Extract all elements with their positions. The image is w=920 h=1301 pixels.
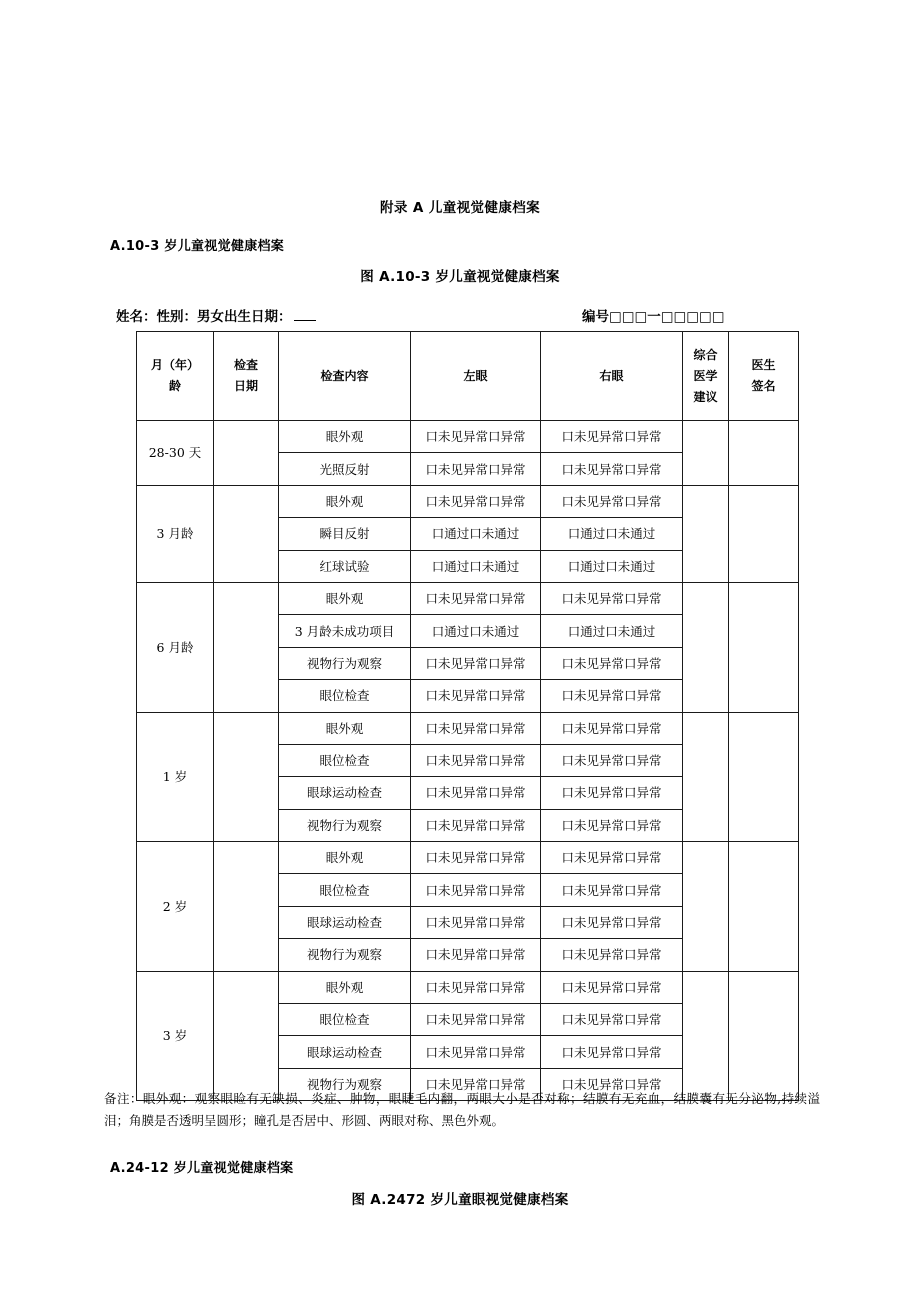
medical-advice-field[interactable] [683, 582, 729, 712]
right-eye-checkbox-options[interactable]: 口未见异常口异常 [541, 809, 683, 841]
table-header-row [137, 332, 799, 421]
right-eye-checkbox-options[interactable]: 口未见异常口异常 [541, 906, 683, 938]
col-header-age-line1: 月（年） [150, 358, 199, 372]
left-eye-checkbox-options[interactable]: 口未见异常口异常 [411, 842, 541, 874]
exam-item-label: 眼外观 [279, 712, 411, 744]
exam-item-label: 眼位检查 [279, 874, 411, 906]
left-eye-checkbox-options[interactable]: 口未见异常口异常 [411, 1004, 541, 1036]
right-eye-checkbox-options[interactable]: 口未见异常口异常 [541, 744, 683, 776]
col-header-exam-date [214, 332, 279, 421]
exam-item-label: 视物行为观察 [279, 1068, 411, 1100]
left-eye-checkbox-options[interactable]: 口未见异常口异常 [411, 906, 541, 938]
left-eye-checkbox-options[interactable]: 口未见异常口异常 [411, 485, 541, 517]
exam-item-label: 眼外观 [279, 421, 411, 453]
left-eye-checkbox-options[interactable]: 口未见异常口异常 [411, 809, 541, 841]
exam-date-field[interactable] [214, 485, 279, 582]
right-eye-checkbox-options[interactable]: 口未见异常口异常 [541, 1004, 683, 1036]
right-eye-checkbox-options[interactable]: 口通过口未通过 [541, 615, 683, 647]
table-row [137, 582, 799, 614]
right-eye-checkbox-options[interactable]: 口未见异常口异常 [541, 712, 683, 744]
age-group-label: 6 月龄 [137, 582, 214, 712]
exam-item-label: 眼外观 [279, 582, 411, 614]
left-eye-checkbox-options[interactable]: 口未见异常口异常 [411, 582, 541, 614]
col-header-date-line1: 检查 [233, 358, 258, 372]
age-group-label: 1 岁 [137, 712, 214, 842]
age-group-label: 2 岁 [137, 842, 214, 972]
right-eye-checkbox-options[interactable]: 口未见异常口异常 [541, 1036, 683, 1068]
left-eye-checkbox-options[interactable]: 口未见异常口异常 [411, 1036, 541, 1068]
record-number-boxes-prefix[interactable]: □□□ [609, 309, 648, 325]
identity-left-label: 姓名：性别：男女出生日期： [116, 309, 292, 325]
left-eye-checkbox-options[interactable]: 口未见异常口异常 [411, 453, 541, 485]
doctor-signature-field[interactable] [729, 971, 799, 1101]
exam-date-field[interactable] [214, 842, 279, 972]
table-row [137, 842, 799, 874]
record-number-group [582, 305, 725, 325]
exam-item-label: 视物行为观察 [279, 939, 411, 971]
exam-item-label: 红球试验 [279, 550, 411, 582]
right-eye-checkbox-options[interactable]: 口未见异常口异常 [541, 453, 683, 485]
left-eye-checkbox-options[interactable]: 口未见异常口异常 [411, 744, 541, 776]
col-header-exam-item: 检查内容 [279, 332, 411, 421]
left-eye-checkbox-options[interactable]: 口未见异常口异常 [411, 1068, 541, 1100]
right-eye-checkbox-options[interactable]: 口未见异常口异常 [541, 777, 683, 809]
doctor-signature-field[interactable] [729, 712, 799, 842]
right-eye-checkbox-options[interactable]: 口通过口未通过 [541, 550, 683, 582]
col-header-advice-line1: 综合 [693, 347, 718, 362]
exam-item-label: 眼球运动检查 [279, 906, 411, 938]
exam-date-field[interactable] [214, 971, 279, 1101]
left-eye-checkbox-options[interactable]: 口通过口未通过 [411, 550, 541, 582]
col-header-left-eye: 左眼 [411, 332, 541, 421]
section-heading-a10: A.10-3 岁儿童视觉健康档案 [110, 239, 285, 254]
age-group-label: 28-30 天 [137, 421, 214, 486]
left-eye-checkbox-options[interactable]: 口未见异常口异常 [411, 777, 541, 809]
exam-item-label: 眼位检查 [279, 680, 411, 712]
medical-advice-field[interactable] [683, 971, 729, 1101]
right-eye-checkbox-options[interactable]: 口通过口未通过 [541, 518, 683, 550]
left-eye-checkbox-options[interactable]: 口未见异常口异常 [411, 421, 541, 453]
left-eye-checkbox-options[interactable]: 口未见异常口异常 [411, 939, 541, 971]
right-eye-checkbox-options[interactable]: 口未见异常口异常 [541, 842, 683, 874]
exam-item-label: 视物行为观察 [279, 647, 411, 679]
medical-advice-field[interactable] [683, 485, 729, 582]
right-eye-checkbox-options[interactable]: 口未见异常口异常 [541, 874, 683, 906]
exam-item-label: 眼球运动检查 [279, 1036, 411, 1068]
exam-item-label: 瞬目反射 [279, 518, 411, 550]
page-title: 附录 A 儿童视觉健康档案 [379, 200, 541, 216]
table-row [137, 971, 799, 1003]
left-eye-checkbox-options[interactable]: 口未见异常口异常 [411, 874, 541, 906]
right-eye-checkbox-options[interactable]: 口未见异常口异常 [541, 421, 683, 453]
exam-item-label: 眼外观 [279, 485, 411, 517]
right-eye-checkbox-options[interactable]: 口未见异常口异常 [541, 485, 683, 517]
record-number-label: 编号 [582, 309, 609, 325]
table-body [137, 421, 799, 1101]
medical-advice-field[interactable] [683, 421, 729, 486]
col-header-advice-line2: 医学 [693, 368, 718, 383]
exam-item-label: 眼外观 [279, 842, 411, 874]
exam-item-label: 眼球运动检查 [279, 777, 411, 809]
right-eye-checkbox-options[interactable]: 口未见异常口异常 [541, 971, 683, 1003]
exam-item-label: 眼位检查 [279, 744, 411, 776]
exam-item-label: 眼位检查 [279, 1004, 411, 1036]
left-eye-checkbox-options[interactable]: 口未见异常口异常 [411, 647, 541, 679]
exam-item-label: 光照反射 [279, 453, 411, 485]
doctor-signature-field[interactable] [729, 421, 799, 486]
exam-item-label: 3 月龄未成功项目 [279, 615, 411, 647]
exam-item-label: 眼外观 [279, 971, 411, 1003]
medical-advice-field[interactable] [683, 712, 729, 842]
right-eye-checkbox-options[interactable]: 口未见异常口异常 [541, 1068, 683, 1100]
doctor-signature-field[interactable] [729, 842, 799, 972]
left-eye-checkbox-options[interactable]: 口未见异常口异常 [411, 971, 541, 1003]
col-header-sign-line1: 医生 [751, 358, 776, 372]
age-group-label: 3 岁 [137, 971, 214, 1101]
table-row [137, 421, 799, 453]
record-number-separator: 一 [647, 309, 661, 325]
right-eye-checkbox-options[interactable]: 口未见异常口异常 [541, 582, 683, 614]
age-group-label: 3 月龄 [137, 485, 214, 582]
doctor-signature-field[interactable] [729, 582, 799, 712]
left-eye-checkbox-options[interactable]: 口通过口未通过 [411, 518, 541, 550]
left-eye-checkbox-options[interactable]: 口未见异常口异常 [411, 680, 541, 712]
exam-item-label: 视物行为观察 [279, 809, 411, 841]
exam-date-field[interactable] [214, 582, 279, 712]
record-number-boxes-suffix[interactable]: □□□□□ [660, 309, 725, 325]
figure-title-a10: 图 A.10-3 岁儿童视觉健康档案 [360, 269, 560, 285]
table-row [137, 485, 799, 517]
col-header-date-line2: 日期 [233, 379, 258, 393]
col-header-advice-line3: 建议 [693, 389, 718, 404]
table-row [137, 712, 799, 744]
footnote-remark: 备注：眼外观：观察眼睑有无缺损、炎症、肿物，眼睫毛内翻，两眼大小是否对称；结膜有无充血，结膜囊有无分泌物,持续溢泪；角膜是否透明呈圆形；瞳孔是否居中、形圆、两眼对称、黑色外观。 [104, 1091, 820, 1128]
right-eye-checkbox-options[interactable]: 口未见异常口异常 [541, 647, 683, 679]
exam-date-field[interactable] [214, 421, 279, 486]
col-header-age [137, 332, 214, 421]
right-eye-checkbox-options[interactable]: 口未见异常口异常 [541, 939, 683, 971]
right-eye-checkbox-options[interactable]: 口未见异常口异常 [541, 680, 683, 712]
left-eye-checkbox-options[interactable]: 口通过口未通过 [411, 615, 541, 647]
col-header-doctor-signature [729, 332, 799, 421]
col-header-sign-line2: 签名 [751, 379, 776, 393]
vision-health-record-table [136, 331, 799, 1101]
doctor-signature-field[interactable] [729, 485, 799, 582]
identity-line [116, 305, 816, 327]
medical-advice-field[interactable] [683, 842, 729, 972]
col-header-medical-advice [683, 332, 729, 421]
birthdate-blank[interactable] [294, 308, 316, 321]
col-header-age-line2: 龄 [168, 379, 181, 393]
figure-title-a24: 图 A.2472 岁儿童眼视觉健康档案 [351, 1192, 569, 1208]
exam-date-field[interactable] [214, 712, 279, 842]
section-heading-a24: A.24-12 岁儿童视觉健康档案 [110, 1161, 294, 1176]
col-header-right-eye: 右眼 [541, 332, 683, 421]
left-eye-checkbox-options[interactable]: 口未见异常口异常 [411, 712, 541, 744]
